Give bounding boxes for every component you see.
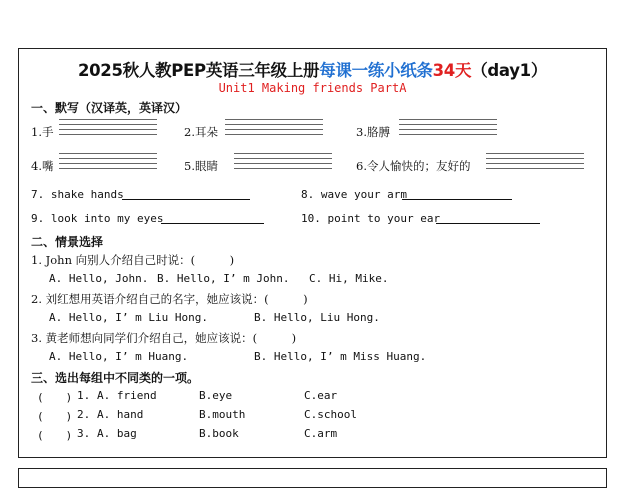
odd-one-row-2-a: A. hand (97, 408, 144, 421)
odd-one-row-1-b: B.eye (199, 389, 233, 402)
odd-one-row-2-num: 2. (77, 408, 91, 421)
odd-one-row-1-paren: ( ) (37, 391, 73, 404)
odd-one-row-1-a: A. friend (97, 389, 157, 402)
odd-one-row-2-b: B.mouth (199, 408, 246, 421)
dictation-item-5: 5.眼睛 (184, 159, 218, 173)
answer-line-8[interactable] (402, 189, 512, 200)
dictation-item-4: 4.嘴 (31, 159, 54, 173)
writing-lines-6[interactable] (486, 153, 584, 173)
choice-question-3: 3. 黄老师想向同学们介绍自己，她应该说：( ) (31, 331, 297, 345)
choice-question-2: 2. 刘红想用英语介绍自己的名字，她应该说：( ) (31, 292, 308, 306)
odd-one-row-1-num: 1. (77, 389, 91, 402)
dictation-item-8: 8. wave your arm (301, 188, 407, 201)
writing-lines-1[interactable] (59, 119, 157, 139)
odd-one-row-2-paren: ( ) (37, 410, 73, 423)
section2-heading: 二、情景选择 (31, 235, 104, 249)
writing-lines-2[interactable] (225, 119, 323, 139)
dictation-item-6: 6.令人愉快的；友好的 (356, 159, 471, 173)
dictation-item-2: 2.耳朵 (184, 125, 218, 139)
choice-1-option-a: A. Hello, John. (49, 272, 149, 285)
choice-1-option-b: B. Hello, I’ m John. (157, 272, 290, 285)
dictation-item-7: 7. shake hands (31, 188, 124, 201)
odd-one-row-3-paren: ( ) (37, 429, 73, 442)
writing-lines-4[interactable] (59, 153, 157, 173)
choice-3-option-b: B. Hello, I’ m Miss Huang. (254, 350, 427, 363)
dictation-item-10: 10. point to your ear (301, 212, 441, 225)
section3-heading: 三、选出每组中不同类的一项。 (31, 371, 200, 385)
writing-lines-5[interactable] (234, 153, 332, 173)
odd-one-row-3-num: 3. (77, 427, 91, 440)
odd-one-row-3-c: C.arm (304, 427, 338, 440)
choice-question-1: 1. John 向别人介绍自己时说：( ) (31, 253, 235, 267)
answer-line-9[interactable] (161, 213, 264, 224)
dictation-item-1: 1.手 (31, 125, 54, 139)
worksheet (18, 48, 607, 458)
dictation-item-3: 3.胳膊 (356, 125, 390, 139)
odd-one-row-2-c: C.school (304, 408, 357, 421)
dictation-item-9: 9. look into my eyes (31, 212, 164, 225)
page-subtitle: Unit1 Making friends PartA (218, 81, 407, 95)
writing-lines-3[interactable] (399, 119, 497, 139)
page-title: 2025秋人教PEP英语三年级上册每课一练小纸条34天（day1） (77, 61, 548, 80)
answer-line-10[interactable] (436, 213, 540, 224)
choice-1-option-c: C. Hi, Mike. (309, 272, 389, 285)
choice-2-option-b: B. Hello, Liu Hong. (254, 311, 380, 324)
section1-heading: 一、默写（汉译英，英译汉） (31, 101, 188, 115)
next-worksheet-edge (18, 468, 607, 488)
odd-one-row-3-b: B.book (199, 427, 239, 440)
choice-3-option-a: A. Hello, I’ m Huang. (49, 350, 189, 363)
choice-2-option-a: A. Hello, I’ m Liu Hong. (49, 311, 208, 324)
odd-one-row-3-a: A. bag (97, 427, 137, 440)
odd-one-row-1-c: C.ear (304, 389, 338, 402)
answer-line-7[interactable] (122, 189, 250, 200)
